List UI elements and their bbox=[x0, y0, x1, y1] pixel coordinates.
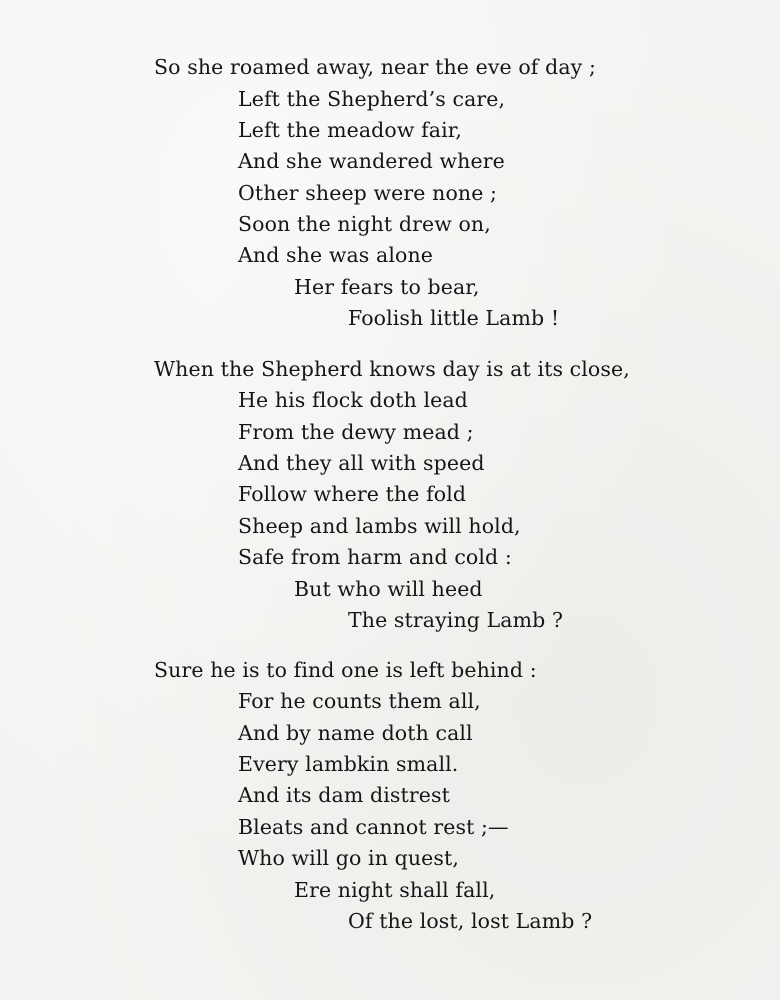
poem-line: Foolish little Lamb ! bbox=[348, 306, 560, 330]
poem-line: Sure he is to find one is left behind : bbox=[154, 658, 537, 682]
poem-line: Safe from harm and cold : bbox=[238, 545, 512, 569]
poem-line: So she roamed away, near the eve of day ; bbox=[154, 55, 596, 79]
poem-line: And she wandered where bbox=[238, 149, 505, 173]
poem-line: Other sheep were none ; bbox=[238, 181, 498, 205]
poem-line: And she was alone bbox=[238, 243, 433, 267]
poem-line: For he counts them all, bbox=[238, 689, 481, 713]
poem-line: When the Shepherd knows day is at its close, bbox=[154, 357, 630, 381]
poem-line: The straying Lamb ? bbox=[348, 608, 564, 632]
poem-line: Who will go in quest, bbox=[238, 846, 459, 870]
poem-line: Of the lost, lost Lamb ? bbox=[348, 909, 593, 933]
poem-line: Left the Shepherd’s care, bbox=[238, 87, 506, 111]
poem-line: Bleats and cannot rest ;— bbox=[238, 815, 509, 839]
poem-line: From the dewy mead ; bbox=[238, 420, 474, 444]
poem-line: Sheep and lambs will hold, bbox=[238, 514, 521, 538]
poem-line: Every lambkin small. bbox=[238, 752, 459, 776]
poem-line: Soon the night drew on, bbox=[238, 212, 491, 236]
poem-line: Ere night shall fall, bbox=[294, 878, 496, 902]
poem-line: And its dam distrest bbox=[238, 783, 450, 807]
poem-line: Her fears to bear, bbox=[294, 275, 480, 299]
poem-line: He his flock doth lead bbox=[238, 388, 468, 412]
poem-line: Left the meadow fair, bbox=[238, 118, 463, 142]
poem-line: And by name doth call bbox=[238, 721, 473, 745]
poem-line: And they all with speed bbox=[238, 451, 485, 475]
poem-line: But who will heed bbox=[294, 577, 483, 601]
poem-line: Follow where the fold bbox=[238, 482, 467, 506]
